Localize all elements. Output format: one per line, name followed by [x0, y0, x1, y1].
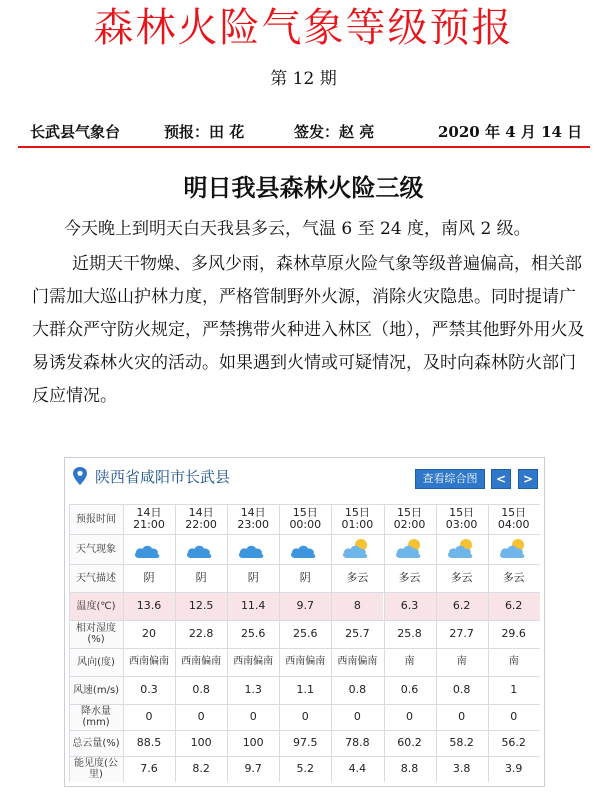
- forecast-hour: 22:00: [185, 518, 217, 531]
- row-divider: [69, 564, 540, 565]
- row-divider: [69, 534, 540, 535]
- forecast-table: [69, 504, 540, 782]
- column-divider: [69, 504, 70, 782]
- cell-visibility: 8.2: [192, 762, 210, 775]
- forecast-day: 14日: [188, 506, 214, 519]
- cell-desc: 阴: [247, 571, 259, 584]
- cell-phenomenon: [331, 534, 383, 564]
- cell-phenomenon: [123, 534, 175, 564]
- cell-cloud: 56.2: [501, 736, 526, 749]
- cell-precip: 0: [197, 710, 205, 723]
- cell-visibility: 4.4: [348, 762, 367, 775]
- cell-wind_speed: 1.3: [244, 683, 262, 696]
- station-name: 长武县气象台: [30, 123, 121, 141]
- row-divider: [69, 504, 540, 505]
- cell-time: [175, 504, 227, 534]
- column-divider: [436, 504, 437, 782]
- column-divider: [227, 504, 228, 782]
- forecast-day: 15日: [449, 506, 475, 519]
- location-pin-icon: [72, 466, 88, 486]
- cell-temp: 13.6: [123, 592, 175, 620]
- cell-wind_speed: 0.8: [452, 683, 471, 696]
- cell-temp: 6.3: [384, 592, 436, 620]
- row-divider: [69, 648, 540, 649]
- cell-visibility: 7.6: [140, 762, 158, 775]
- cell-humidity: 25.8: [397, 627, 422, 640]
- signer: 签发：赵 亮: [294, 123, 375, 141]
- cell-humidity: 25.6: [240, 627, 266, 640]
- row-divider: [69, 704, 540, 705]
- forecaster: 预报：田 花: [164, 123, 245, 141]
- forecast-hour: 02:00: [393, 518, 426, 531]
- cell-desc: 多云: [450, 571, 473, 584]
- column-divider: [488, 504, 489, 782]
- cell-temp: 6.2: [488, 592, 540, 620]
- column-divider: [384, 504, 385, 782]
- widget-header: [65, 458, 544, 498]
- cell-precip: 0: [458, 710, 466, 723]
- cell-precip: 0: [301, 710, 309, 723]
- forecast-hour: 00:00: [289, 518, 322, 531]
- column-divider: [331, 504, 332, 782]
- prev-button[interactable]: <: [491, 469, 511, 489]
- cell-phenomenon: [436, 534, 488, 564]
- forecast-hour: 23:00: [237, 518, 270, 531]
- cell-precip: 0: [406, 710, 413, 723]
- cell-wind_speed: 0.6: [400, 683, 419, 696]
- cell-wind_dir: 南: [508, 656, 519, 667]
- partly-cloudy-icon: [446, 537, 478, 561]
- cell-humidity: 20: [142, 627, 156, 640]
- row-label-temp: 温度(℃): [69, 592, 123, 620]
- partly-cloudy-icon: [394, 537, 426, 561]
- cell-wind_dir: 西南偏南: [233, 656, 274, 667]
- cell-precip: 0: [145, 710, 153, 723]
- cell-visibility: 3.8: [452, 762, 471, 775]
- cell-cloud: 58.2: [449, 736, 474, 749]
- cell-cloud: 88.5: [136, 736, 162, 749]
- cell-wind_dir: 西南偏南: [337, 656, 378, 667]
- cell-temp: 12.5: [175, 592, 227, 620]
- cell-wind_speed: 0.3: [140, 683, 158, 696]
- cell-desc: 阴: [143, 571, 155, 584]
- cell-time: [384, 504, 436, 534]
- row-divider: [69, 756, 540, 757]
- cell-phenomenon: [227, 534, 279, 564]
- partly-cloudy-icon: [498, 537, 530, 561]
- cell-desc: 多云: [346, 571, 369, 584]
- cell-phenomenon: [384, 534, 436, 564]
- row-divider: [69, 730, 540, 731]
- cell-humidity: 27.7: [449, 627, 474, 640]
- row-label-visibility: 能见度(公里): [69, 756, 123, 782]
- partly-cloudy-icon: [341, 537, 373, 561]
- cell-wind_dir: 南: [456, 656, 467, 667]
- cell-humidity: 25.6: [293, 627, 318, 640]
- cell-wind_dir: 南: [404, 656, 415, 667]
- cell-desc: 多云: [398, 571, 421, 584]
- cell-visibility: 5.2: [296, 762, 315, 775]
- cell-temp: 11.4: [227, 592, 279, 620]
- forecast-day: 15日: [501, 506, 527, 519]
- cell-wind_dir: 西南偏南: [129, 656, 169, 667]
- cell-time: [436, 504, 488, 534]
- cell-time: [331, 504, 383, 534]
- row-label-phenomenon: 天气现象: [69, 534, 123, 564]
- row-label-wind_dir: 风向(度): [69, 648, 123, 676]
- cell-desc: 多云: [502, 571, 525, 584]
- cell-temp: 8: [331, 592, 383, 620]
- forecast-day: 15日: [344, 506, 370, 519]
- cell-precip: 0: [249, 710, 257, 723]
- row-divider: [69, 676, 540, 677]
- cell-time: [227, 504, 279, 534]
- row-label-cloud: 总云量(%): [69, 730, 123, 756]
- row-divider: [69, 592, 540, 593]
- row-divider: [69, 620, 540, 621]
- cell-temp: 9.7: [279, 592, 331, 620]
- issue-number: 第 12 期: [270, 69, 337, 89]
- cell-wind_speed: 1.1: [296, 683, 315, 696]
- row-label-time: 预报时间: [69, 504, 123, 534]
- cell-wind_dir: 西南偏南: [181, 656, 222, 667]
- row-label-wind_speed: 风速(m/s): [69, 676, 123, 704]
- forecast-hour: 21:00: [133, 518, 165, 531]
- cell-wind_speed: 0.8: [192, 683, 210, 696]
- cell-phenomenon: [175, 534, 227, 564]
- cell-visibility: 8.8: [400, 762, 419, 775]
- cell-visibility: 9.7: [244, 762, 262, 775]
- cell-wind_dir: 西南偏南: [285, 656, 326, 667]
- cloudy-icon: [237, 537, 269, 561]
- column-divider: [123, 504, 124, 782]
- cell-phenomenon: [488, 534, 540, 564]
- forecast-hour: 01:00: [341, 518, 374, 531]
- column-divider: [175, 504, 176, 782]
- forecast-day: 14日: [240, 506, 266, 519]
- cell-cloud: 100: [190, 736, 212, 749]
- article-paragraph-2: 近期天干物燥、多风少雨，森林草原火险气象等级普遍偏高，相关部门需加大巡山护林力度，严格管制野外火源，消除火灾隐患。同时提请广大群众严守防火规定，严禁携带火种进入林区（地），严禁其他野外用火及易诱发森林火灾的活动。如果遇到火情或可疑情况，及时向森林防火部门反应情况。: [32, 254, 585, 406]
- cell-precip: 0: [353, 710, 361, 723]
- view-summary-button[interactable]: 查看综合图: [415, 469, 485, 489]
- forecast-day: 15日: [397, 506, 422, 519]
- cell-humidity: 22.8: [188, 627, 214, 640]
- article-paragraph-1: 今天晚上到明天白天我县多云，气温 6 至 24 度，南风 2 级。: [64, 219, 531, 239]
- cell-humidity: 29.6: [501, 627, 526, 640]
- cell-cloud: 97.5: [293, 736, 318, 749]
- cell-visibility: 3.9: [504, 762, 523, 775]
- cell-cloud: 78.8: [345, 736, 370, 749]
- article-headline: 明日我县森林火险三级: [183, 173, 424, 202]
- cell-desc: 阴: [299, 571, 311, 584]
- row-label-humidity: 相对湿度(%): [69, 620, 123, 648]
- cell-temp: 6.2: [436, 592, 488, 620]
- cell-phenomenon: [279, 534, 331, 564]
- cell-time: [279, 504, 331, 534]
- cell-time: [488, 504, 540, 534]
- cloudy-icon: [185, 537, 217, 561]
- next-button[interactable]: >: [518, 469, 538, 489]
- header-divider: [18, 146, 590, 148]
- forecast-hour: 04:00: [497, 518, 530, 531]
- row-label-precip: 降水量(mm): [69, 704, 123, 730]
- forecast-day: 15日: [292, 506, 318, 519]
- cell-wind_speed: 1: [510, 683, 518, 696]
- cell-cloud: 60.2: [397, 736, 422, 749]
- cell-time: [123, 504, 175, 534]
- cell-wind_speed: 0.8: [348, 683, 367, 696]
- column-divider: [279, 504, 280, 782]
- widget-location: 陕西省咸阳市长武县: [95, 468, 231, 486]
- row-label-desc: 天气描述: [69, 564, 123, 592]
- issue-date: 2020 年 4 月 14 日: [438, 123, 583, 141]
- cell-humidity: 25.7: [345, 627, 370, 640]
- cell-cloud: 100: [242, 736, 264, 749]
- cloudy-icon: [133, 537, 165, 561]
- forecast-day: 14日: [136, 506, 162, 519]
- weather-widget: [64, 457, 545, 787]
- forecast-hour: 03:00: [445, 518, 478, 531]
- cloudy-icon: [289, 537, 321, 561]
- page-title: 森林火险气象等级预报: [93, 5, 514, 51]
- cell-precip: 0: [510, 710, 518, 723]
- cell-desc: 阴: [195, 571, 207, 584]
